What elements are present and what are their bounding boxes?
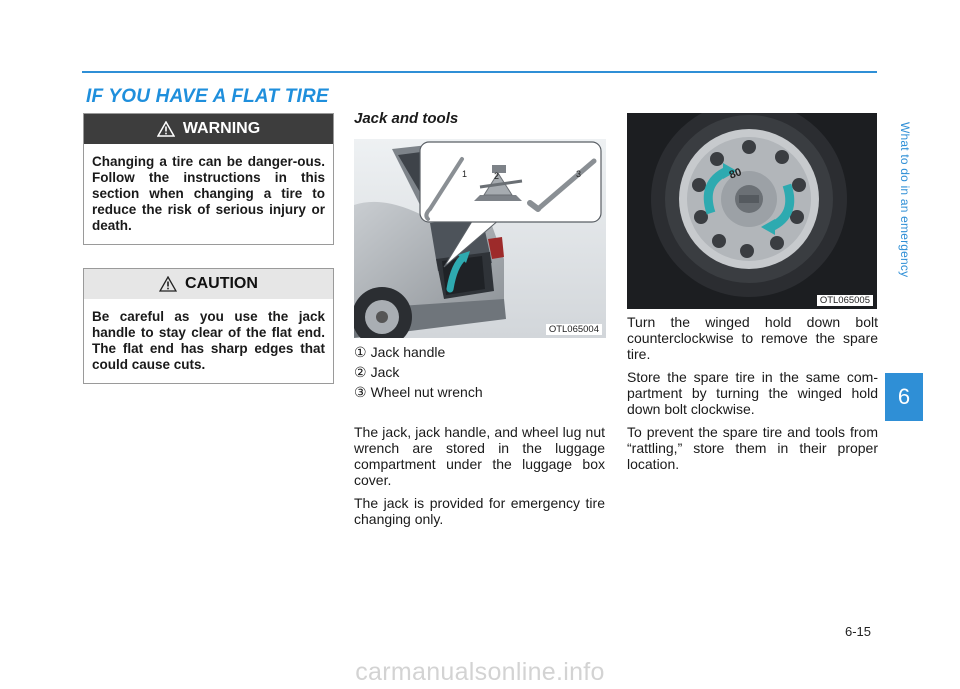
warning-heading: WARNING xyxy=(182,120,261,137)
chapter-number-tab[interactable] xyxy=(885,373,923,421)
jack-figure-code: OTL065004 xyxy=(546,324,602,335)
spare-tire-illustration xyxy=(627,113,877,309)
spare-tire-figure xyxy=(627,113,877,309)
legend-label: Jack handle xyxy=(370,344,446,360)
chapter-side-label xyxy=(897,30,913,370)
paragraph: Turn the winged hold down bolt counterclockwise to remove the spare tire. xyxy=(627,314,878,362)
warning-text: Changing a tire can be danger-ous. Follow the instructions in this section when changing a tire to reduce the risk of serious injury or death. xyxy=(92,154,325,233)
jack-tools-title: Jack and tools xyxy=(354,110,459,127)
caution-triangle-icon xyxy=(159,276,177,292)
legend-label: Jack xyxy=(370,364,400,380)
warning-box xyxy=(83,113,334,245)
caution-box xyxy=(83,268,334,384)
warning-triangle-icon xyxy=(157,121,175,137)
jack-tools-figure xyxy=(354,139,606,338)
legend-marker: ② xyxy=(354,364,367,380)
legend-marker: ① xyxy=(354,344,367,360)
caution-heading: CAUTION xyxy=(185,275,258,292)
spare-description xyxy=(627,314,878,479)
watermark: carmanualsonline.info xyxy=(355,658,605,686)
caution-text: Be careful as you use the jack handle to stay clear of the flat end. The flat end has sharp edges that could cause cuts. xyxy=(92,309,325,372)
paragraph: The jack is provided for emergency tire changing only. xyxy=(354,495,605,527)
car-trunk-illustration xyxy=(354,139,606,338)
caution-header xyxy=(84,269,333,299)
legend-item xyxy=(354,382,606,402)
paragraph: The jack, jack handle, and wheel lug nut wrench are stored in the luggage compartment under the luggage box cover. xyxy=(354,424,605,488)
section-title: IF YOU HAVE A FLAT TIRE xyxy=(86,86,329,107)
tool-legend xyxy=(354,342,606,402)
paragraph: Store the spare tire in the same com-partment by turning the winged hold down bolt clockwise. xyxy=(627,369,878,417)
paragraph: To prevent the spare tire and tools from “rattling,” store them in their proper location. xyxy=(627,424,878,472)
callout-3: 3 xyxy=(576,169,582,179)
legend-item xyxy=(354,362,606,382)
chapter-number: 6 xyxy=(897,384,911,409)
spare-figure-code: OTL065005 xyxy=(817,295,873,306)
chapter-title: What to do in an emergency xyxy=(898,122,912,278)
legend-item xyxy=(354,342,606,362)
callout-1: 1 xyxy=(462,169,468,179)
callout-2: 2 xyxy=(494,171,500,181)
legend-label: Wheel nut wrench xyxy=(370,384,483,400)
tire-label: 80 xyxy=(727,166,744,182)
warning-header xyxy=(84,114,333,144)
jack-description xyxy=(354,424,605,534)
legend-marker: ③ xyxy=(354,384,367,400)
header-rule xyxy=(82,71,877,73)
page-number: 6-15 xyxy=(845,624,872,639)
